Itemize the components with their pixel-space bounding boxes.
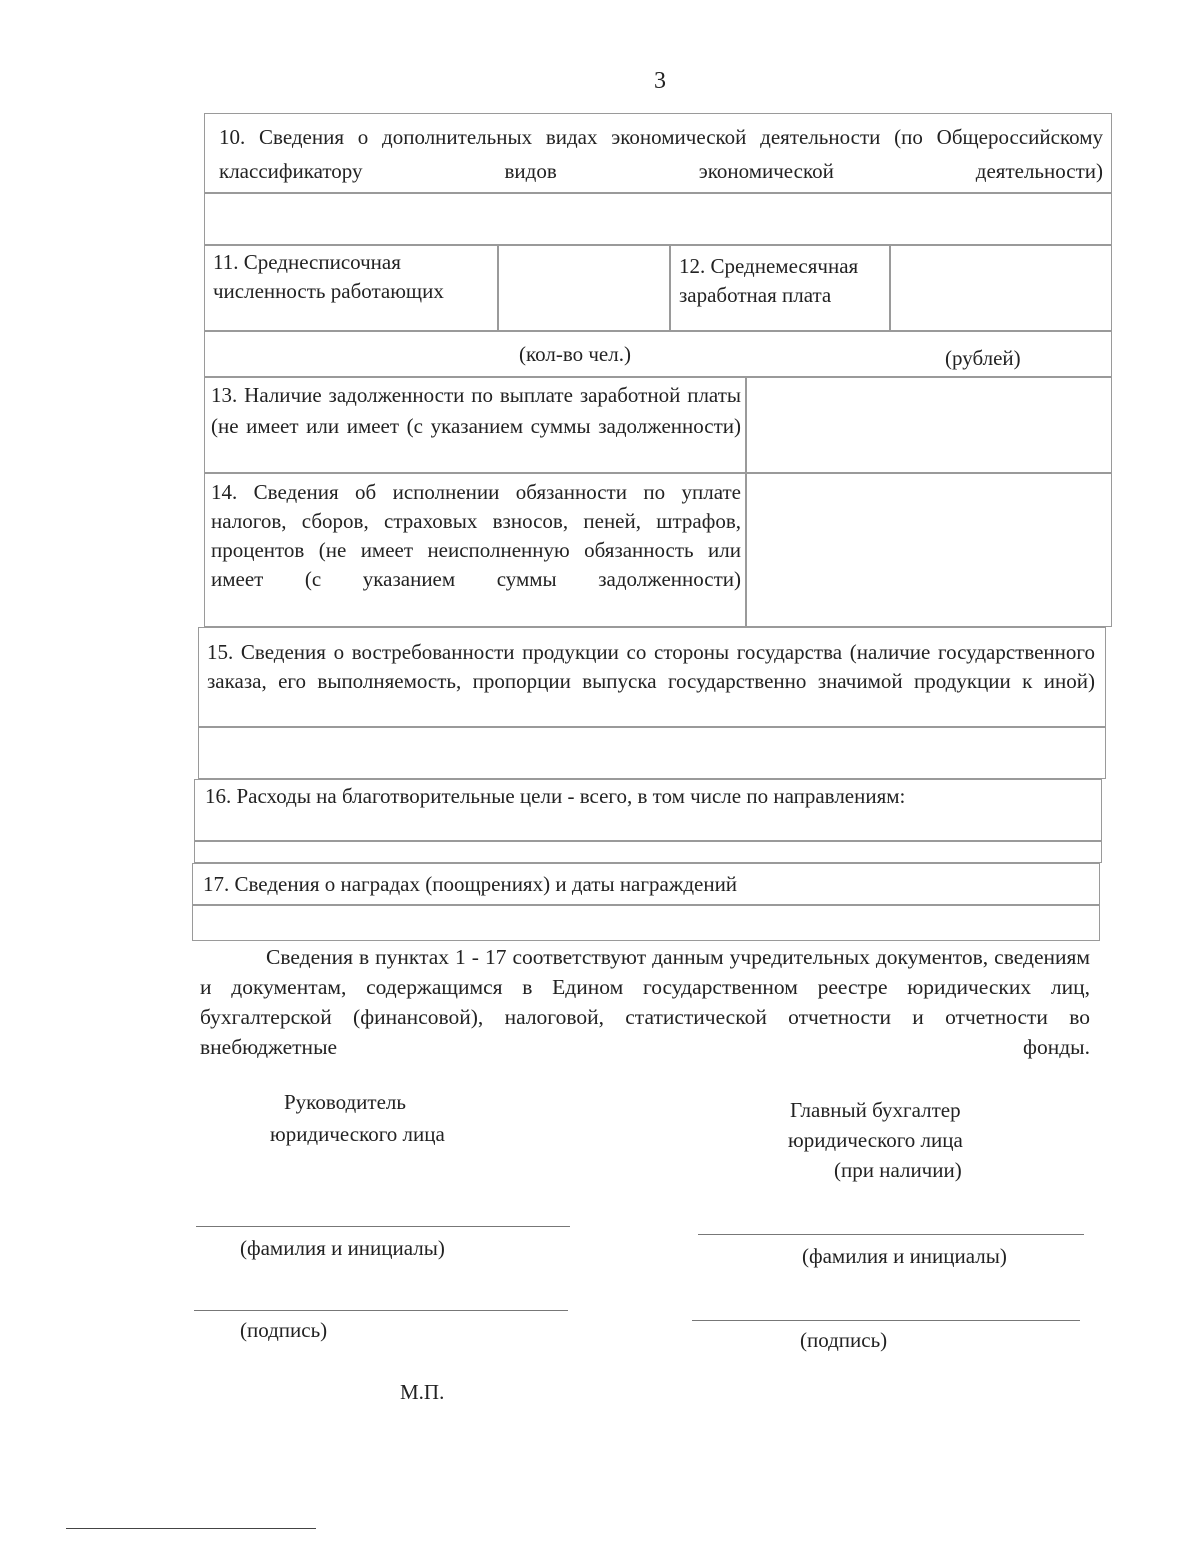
- item-13-value[interactable]: [746, 377, 1112, 473]
- item-16-text: 16. Расходы на благотворительные цели - всего, в том числе по направлениям:: [205, 784, 906, 808]
- item-14-text: 14. Сведения об исполнении обязанности по уплате налогов, сборов, страховых взносов, пеней, штрафов, процентов (не имеет неисполненную обязанность или имеет (с указанием суммы задолженности): [211, 480, 741, 591]
- accountant-signature-caption: (подпись): [800, 1328, 888, 1352]
- page-number: 3: [654, 68, 666, 94]
- statement-paragraph: Сведения в пунктах 1 - 17 соответствуют данным учредительных документов, сведениям и документам, содержащимся в Едином государственном реестре юридических лиц, бухгалтерской (финансовой), налоговой, статистической отчетности и отчетности во внебюджетные фонды.: [200, 945, 1090, 1059]
- item-14-value[interactable]: [746, 473, 1112, 627]
- footnote-separator: [66, 1528, 316, 1529]
- head-name-line[interactable]: [196, 1226, 570, 1227]
- item-11-unit: (кол-во чел.): [519, 342, 631, 366]
- accountant-name-line[interactable]: [698, 1234, 1084, 1235]
- item-12-label: [670, 245, 890, 331]
- item-11-label: [204, 245, 498, 331]
- accountant-title-line3: (при наличии): [834, 1158, 962, 1182]
- item-10-text: 10. Сведения о дополнительных видах экономической деятельности (по Общероссийскому классификатору видов экономической деятельности): [219, 125, 1103, 183]
- item-17-text: 17. Сведения о наградах (поощрениях) и даты награждений: [203, 872, 738, 896]
- item-17-answer[interactable]: [192, 905, 1100, 941]
- accountant-name-caption: (фамилия и инициалы): [802, 1244, 1007, 1268]
- head-signature-caption: (подпись): [240, 1318, 328, 1342]
- item-11-value[interactable]: [498, 245, 670, 331]
- item-13-label: [204, 377, 746, 473]
- head-signature-line[interactable]: [194, 1310, 568, 1311]
- item-12-value[interactable]: [890, 245, 1112, 331]
- item-14-label: [204, 473, 746, 627]
- head-name-caption: (фамилия и инициалы): [240, 1236, 445, 1260]
- item-11-text: 11. Среднесписочная численность работающих: [213, 250, 444, 303]
- item-10-header: [204, 113, 1112, 193]
- accountant-title-line2: юридического лица: [788, 1128, 963, 1152]
- accountant-signature-line[interactable]: [692, 1320, 1080, 1321]
- item-10-answer[interactable]: [204, 193, 1112, 245]
- units-row: [204, 331, 1112, 377]
- item-12-text: 12. Среднемесячная заработная плата: [679, 254, 859, 307]
- item-17-header: [192, 863, 1100, 905]
- stamp-place: М.П.: [400, 1380, 445, 1404]
- item-16-answer[interactable]: [194, 841, 1102, 863]
- item-15-text: 15. Сведения о востребованности продукции со стороны государства (наличие государственного заказа, его выполняемость, пропорции выпуска государственно значимой продукции к иной): [207, 640, 1095, 693]
- item-15-answer[interactable]: [198, 727, 1106, 779]
- item-13-text: 13. Наличие задолженности по выплате заработной платы (не имеет или имеет (с указанием суммы задолженности): [211, 383, 741, 438]
- accountant-title-line1: Главный бухгалтер: [790, 1098, 961, 1122]
- item-15-header: [198, 627, 1106, 727]
- item-12-unit: (рублей): [945, 346, 1021, 370]
- head-title-line1: Руководитель: [284, 1090, 406, 1114]
- item-16-header: [194, 779, 1102, 841]
- head-title-line2: юридического лица: [270, 1122, 445, 1146]
